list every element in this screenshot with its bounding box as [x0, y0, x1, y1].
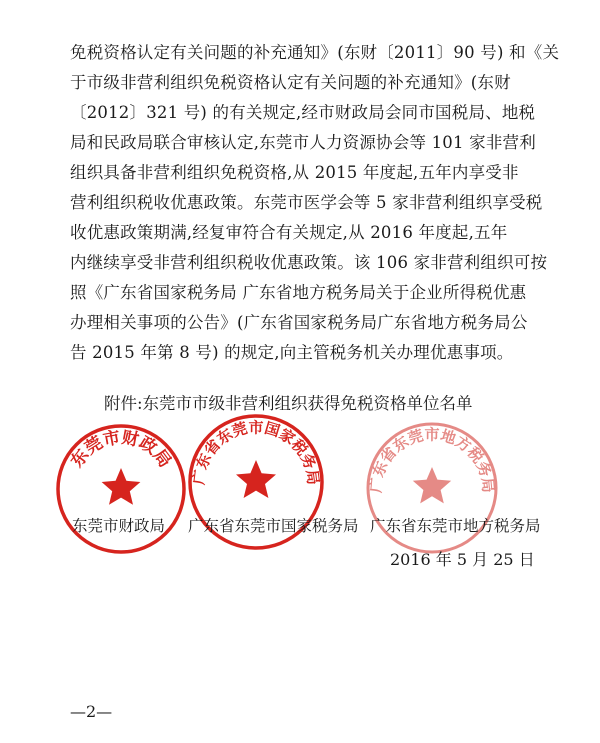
issue-date: 2016 年 5 月 25 日 — [390, 550, 535, 569]
body-line-7: 收优惠政策期满,经复审符合有关规定,从 2016 年度起,五年 — [70, 223, 508, 242]
body-line-2: 于市级非营利组织免税资格认定有关问题的补充通知》(东财 — [70, 73, 511, 92]
body-line-4: 局和民政局联合审核认定,东莞市人力资源协会等 101 家非营利 — [70, 133, 536, 152]
body-line-3: 〔2012〕321 号) 的有关规定,经市财政局会同市国税局、地税 — [70, 103, 536, 122]
body-paragraph — [70, 38, 560, 368]
body-line-8: 内继续享受非营利组织税收优惠政策。该 106 家非营利组织可按 — [70, 253, 548, 272]
svg-text:广东省东莞市国家税务局: 广东省东莞市国家税务局 — [189, 418, 323, 486]
page-number: —2— — [70, 702, 113, 721]
star-icon — [102, 468, 141, 505]
signature-finance-bureau: 东莞市财政局 — [72, 517, 166, 535]
svg-text:东莞市财政局: 东莞市财政局 — [67, 427, 175, 472]
star-icon — [236, 460, 276, 498]
signature-local-tax-bureau: 广东省东莞市地方税务局 — [370, 517, 541, 535]
body-line-6: 营利组织税收优惠政策。东莞市医学会等 5 家非营利组织享受税 — [70, 193, 543, 212]
star-icon — [413, 467, 451, 503]
body-line-10: 办理相关事项的公告》(广东省国家税务局广东省地方税务局公 — [70, 313, 528, 332]
svg-text:广东省东莞市地方税务局: 广东省东莞市地方税务局 — [366, 425, 498, 494]
body-line-9: 照《广东省国家税务局 广东省地方税务局关于企业所得税优惠 — [70, 283, 527, 302]
signature-national-tax-bureau: 广东省东莞市国家税务局 — [188, 517, 359, 535]
attachment-line: 附件:东莞市市级非营利组织获得免税资格单位名单 — [104, 394, 473, 413]
body-line-11: 告 2015 年第 8 号) 的规定,向主管税务机关办理优惠事项。 — [70, 343, 514, 362]
body-line-1: 免税资格认定有关问题的补充通知》(东财〔2011〕90 号) 和《关 — [70, 43, 560, 62]
body-line-5: 组织具备非营利组织免税资格,从 2015 年度起,五年内享受非 — [70, 163, 519, 182]
